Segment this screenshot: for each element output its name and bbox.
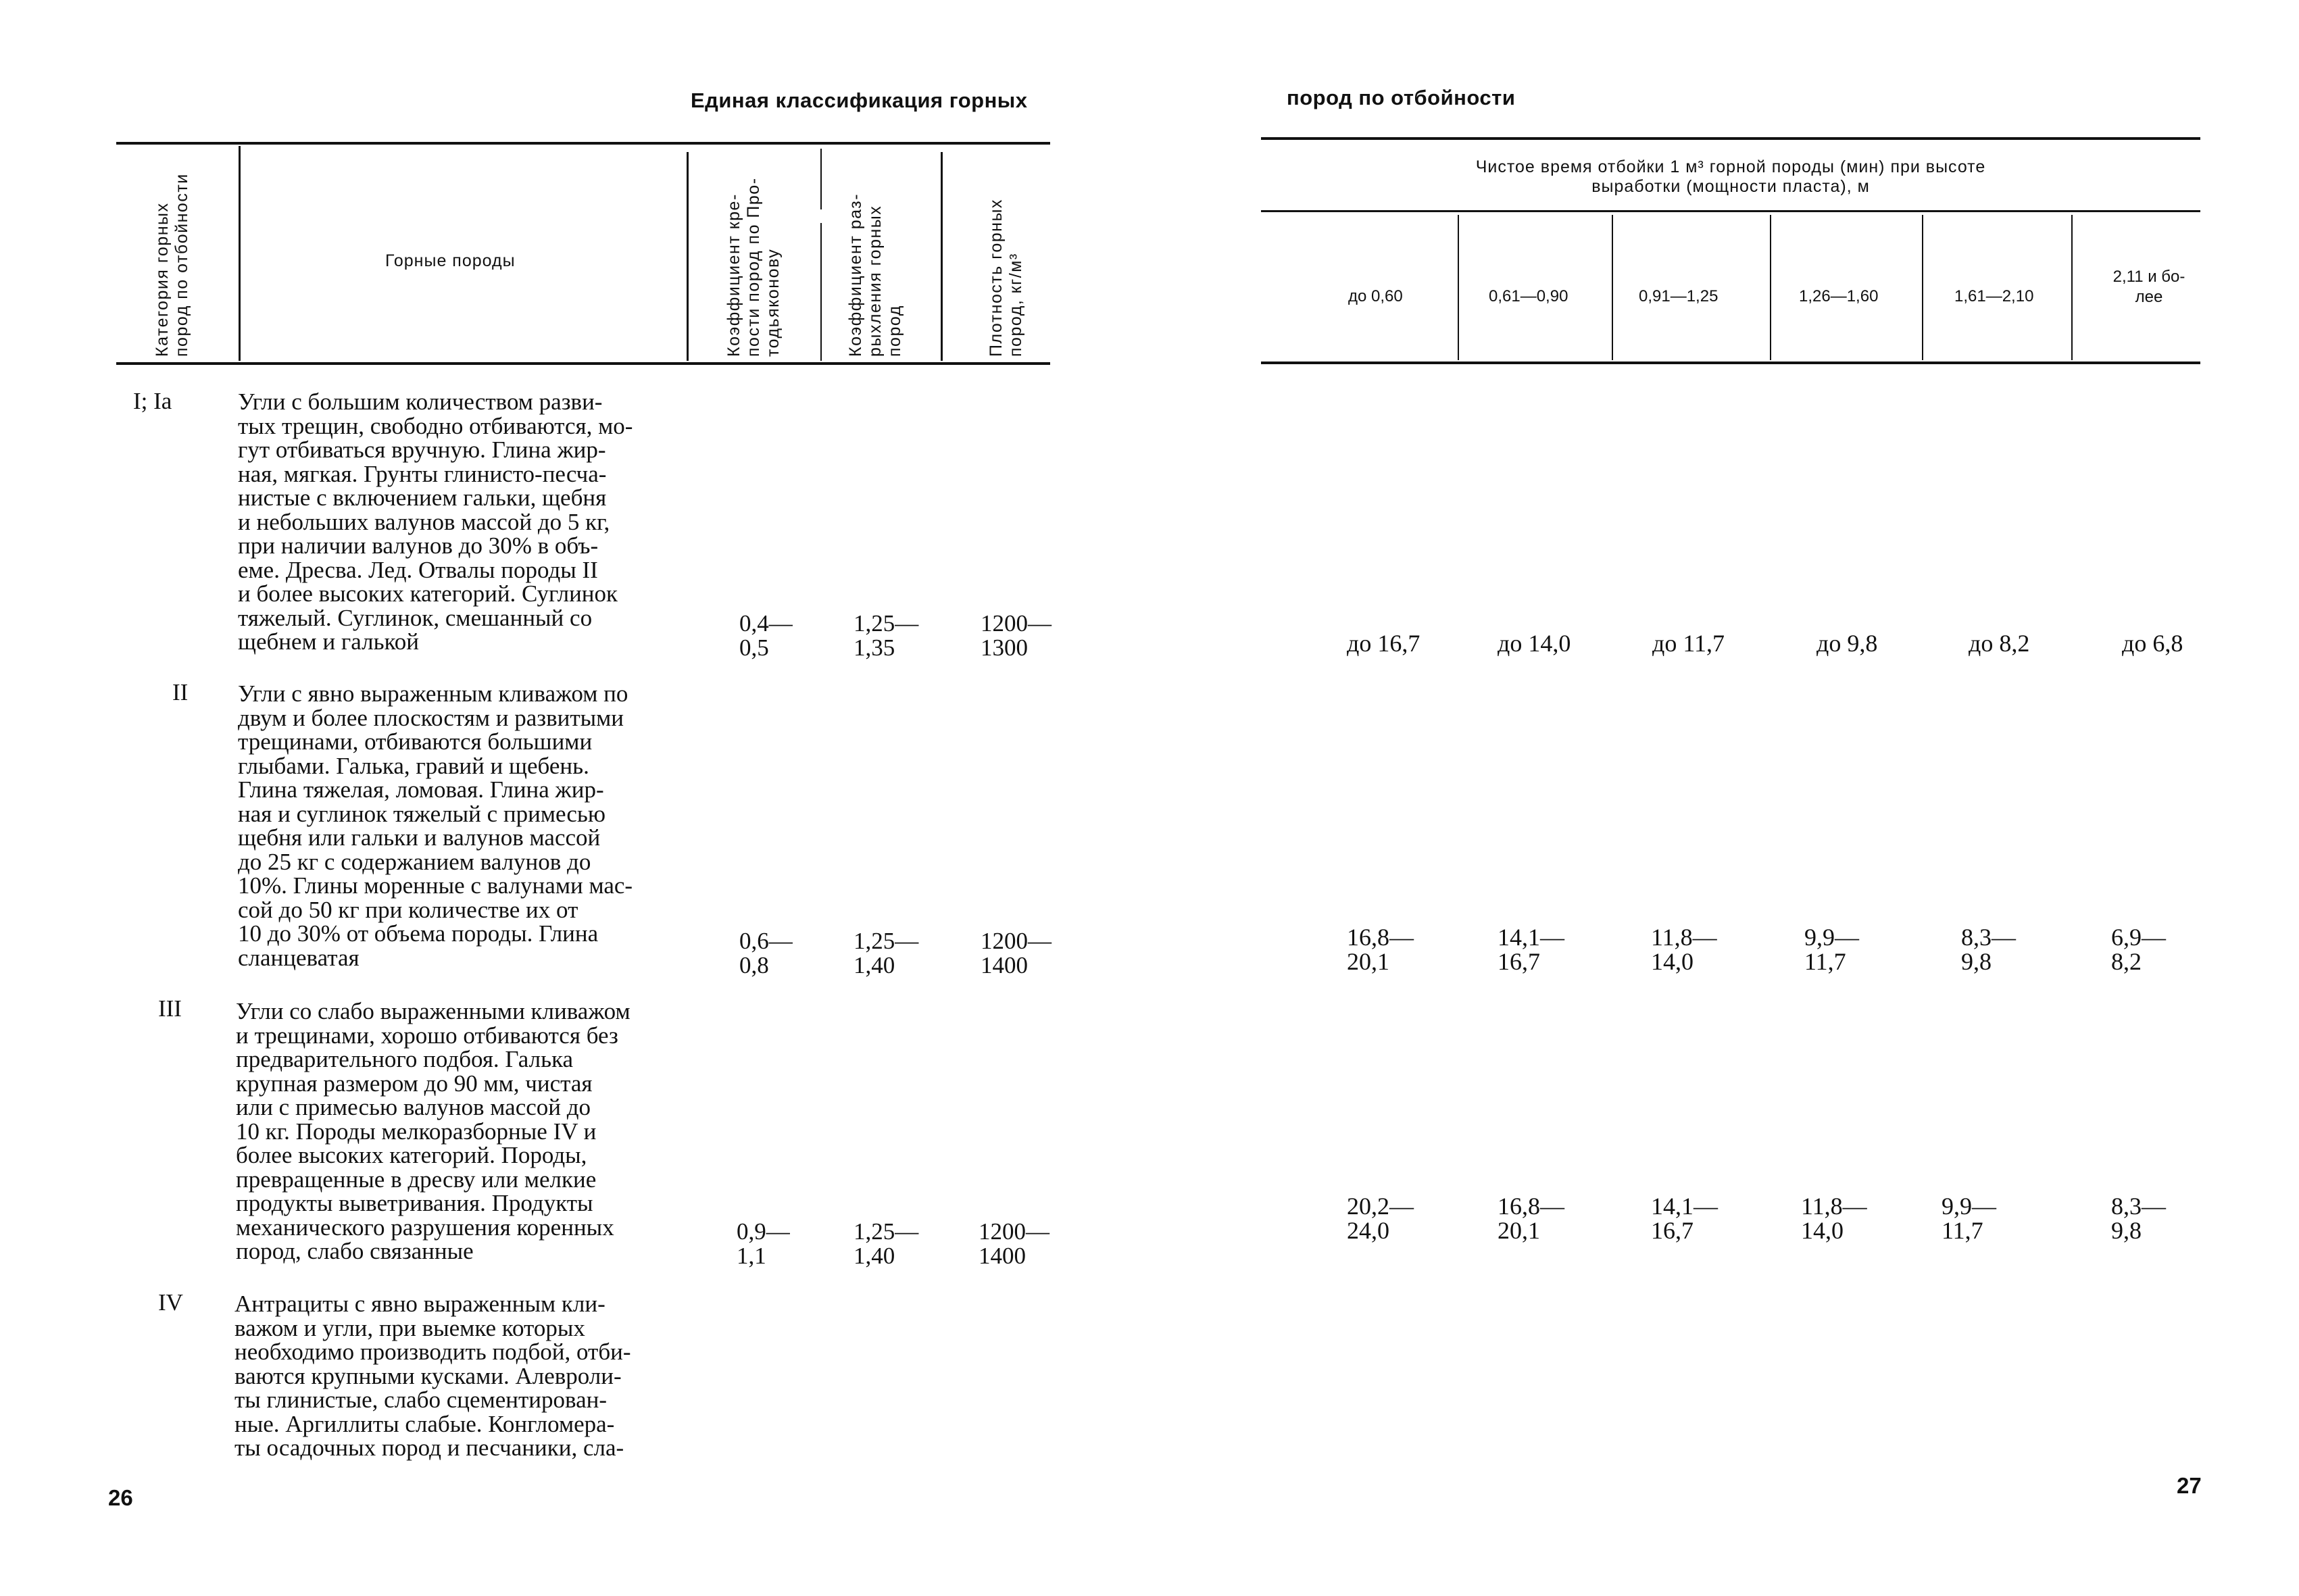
- row1-category: I; Ia: [133, 388, 172, 414]
- row2-loosening: 1,25— 1,40: [854, 928, 919, 978]
- r1-c5: до 8,2: [1969, 630, 2030, 657]
- r1-c6: до 6,8: [2122, 630, 2183, 657]
- col-header-4: 1,26—1,60: [1799, 287, 1879, 305]
- right-header-bottom-rule: [1261, 361, 2200, 364]
- row3-loosening: 1,25— 1,40: [854, 1218, 919, 1269]
- left-page-title: Единая классификация горных: [691, 89, 1028, 112]
- r1-c4: до 9,8: [1816, 630, 1878, 657]
- r3-c4: 11,8— 14,0: [1801, 1193, 1867, 1244]
- row1-density: 1200— 1300: [981, 610, 1052, 661]
- header-strength: Коэффициент кре- пости пород по Про- тодьяконову: [724, 177, 783, 357]
- col-header-5: 1,61—2,10: [1954, 287, 2034, 305]
- right-col-divider-4: [1922, 215, 1923, 360]
- header-density: Плотность горных пород, кг/м³: [987, 199, 1025, 357]
- r3-c3: 14,1— 16,7: [1651, 1193, 1718, 1244]
- r3-c5: 9,9— 11,7: [1942, 1193, 1996, 1244]
- r2-c1: 16,8— 20,1: [1347, 924, 1414, 975]
- left-col-divider-1: [239, 146, 241, 361]
- r3-c2: 16,8— 20,1: [1498, 1193, 1564, 1244]
- row3-category: III: [158, 995, 182, 1022]
- col-header-2: 0,61—0,90: [1489, 287, 1568, 305]
- header-loosening: Коэффициент раз- рыхления горных пород: [846, 193, 904, 357]
- row1-strength: 0,4— 0,5: [739, 610, 793, 661]
- left-col-divider-3b: [820, 223, 822, 361]
- row2-strength: 0,6— 0,8: [739, 928, 793, 978]
- right-col-divider-3: [1770, 215, 1771, 360]
- row1-loosening: 1,25— 1,35: [854, 610, 919, 661]
- r2-c5: 8,3— 9,8: [1961, 924, 2016, 975]
- right-col-divider-5: [2071, 215, 2073, 360]
- left-col-divider-4: [941, 152, 943, 361]
- right-col-divider-1: [1458, 215, 1459, 360]
- right-group-header: Чистое время отбойки 1 м³ горной породы (мин) при высоте выработки (мощности пласта), м: [1475, 157, 1986, 196]
- header-category: Категория горных пород по отбойности: [153, 173, 191, 357]
- left-page-number: 26: [108, 1485, 133, 1510]
- right-col-divider-2: [1612, 215, 1613, 360]
- right-header-top-rule: [1261, 137, 2200, 140]
- r2-c2: 14,1— 16,7: [1498, 924, 1564, 975]
- r1-c3: до 11,7: [1652, 630, 1725, 657]
- right-subheader-rule: [1261, 210, 2200, 212]
- r2-c6: 6,9— 8,2: [2111, 924, 2166, 975]
- col-header-3: 0,91—1,25: [1639, 287, 1719, 305]
- row4-category: IV: [158, 1289, 183, 1316]
- row3-strength: 0,9— 1,1: [737, 1218, 790, 1269]
- col-header-1: до 0,60: [1348, 287, 1403, 305]
- row4-description: Антрациты с явно выраженным кли- важом и угли, при выемке которых необходимо производить подбой, отби- ваются крупными кусками. Алевроли- ты глинистые, слабо сцементирован- ные. Аргиллиты слабые. Конгломера- ты осадочных пород и песчаники, сла-: [234, 1291, 631, 1461]
- left-col-divider-3: [820, 149, 822, 209]
- row3-description: Угли со слабо выраженными кливажом и трещинами, хорошо отбиваются без предварительного подбоя. Галька крупная размером до 90 мм, чистая или с примесью валунов массой до 10 кг. Породы мелкоразборные IV и более высоких категорий. Породы, превращенные в дресву или мелкие продукты выветривания. Продукты механического разрушения коренных пород, слабо связанные: [236, 998, 631, 1264]
- col-header-6: 2,11 и бо- лее: [2112, 268, 2185, 306]
- r1-c1: до 16,7: [1347, 630, 1420, 657]
- row1-description: Угли с большим количеством разви- тых трещин, свободно отбиваются, мо- гут отбиваться вручную. Глина жир- ная, мягкая. Грунты глинисто-песча- нистые с включением гальки, щебня и небольших валунов массой до 5 кг, при наличии валунов до 30% в объ- еме. Дресва. Лед. Отвалы породы II и более высоких категорий. Суглинок тяжелый. Суглинок, смешанный со щебнем и галькой: [238, 389, 633, 655]
- left-header-bottom-rule: [116, 362, 1050, 365]
- right-page-number: 27: [2177, 1473, 2202, 1498]
- row2-category: II: [172, 679, 189, 705]
- r1-c2: до 14,0: [1498, 630, 1571, 657]
- header-rocks: Горные породы: [385, 251, 516, 270]
- r2-c3: 11,8— 14,0: [1651, 924, 1717, 975]
- row2-description: Угли с явно выраженным кливажом по двум и более плоскостям и развитыми трещинами, отбиваются большими глыбами. Галька, гравий и щебень. Глина тяжелая, ломовая. Глина жир- ная и суглинок тяжелый с примесью щебня или гальки и валунов массой до 25 кг с содержанием валунов до 10%. Глины моренные с валунами мас- сой до 50 кг при количестве их от 10 до 30% от объема породы. Глина сланцеватая: [238, 680, 633, 971]
- r3-c1: 20,2— 24,0: [1347, 1193, 1414, 1244]
- right-page-title: пород по отбойности: [1287, 86, 1516, 109]
- r2-c4: 9,9— 11,7: [1804, 924, 1859, 975]
- r3-c6: 8,3— 9,8: [2111, 1193, 2166, 1244]
- row2-density: 1200— 1400: [981, 928, 1052, 978]
- left-col-divider-2: [687, 152, 689, 361]
- row3-density: 1200— 1400: [979, 1218, 1049, 1269]
- left-header-top-rule: [116, 142, 1050, 145]
